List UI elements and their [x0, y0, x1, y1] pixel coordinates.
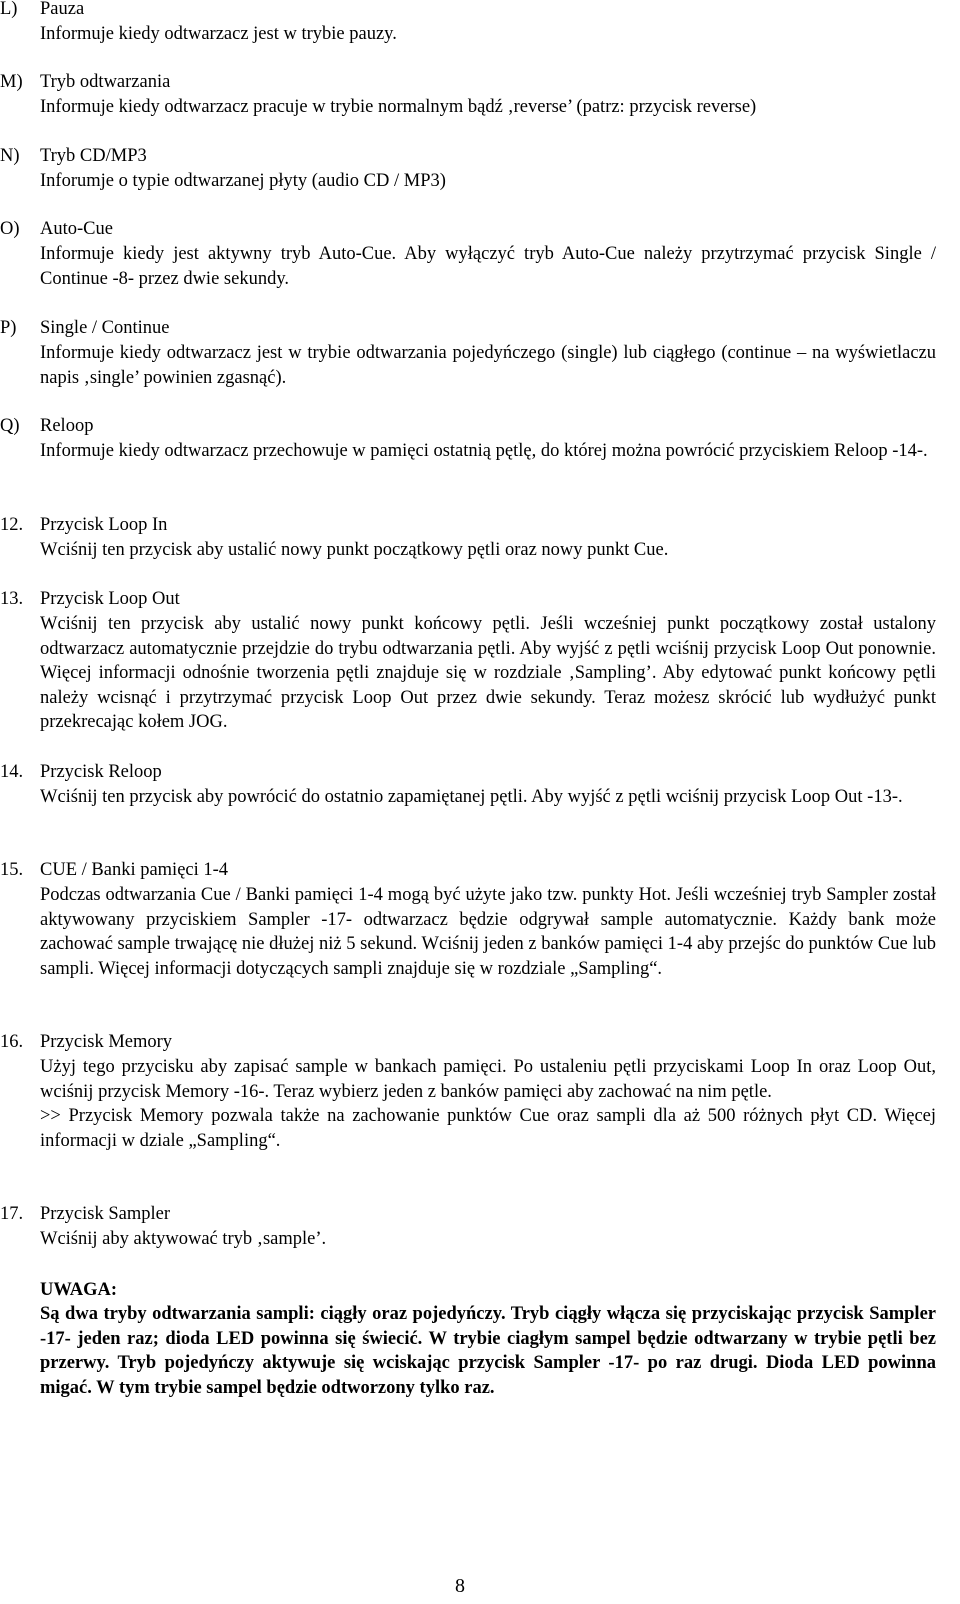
item-body — [40, 439, 936, 464]
item-title: Reloop — [40, 416, 94, 436]
item-paragraph: Wciśnij ten przycisk aby ustalić nowy punkt początkowy pętli oraz nowy punkt Cue. — [40, 540, 669, 560]
item-marker: Q) — [0, 416, 20, 436]
item-body — [40, 22, 936, 47]
item-paragraph: Informuje kiedy odtwarzacz jest w trybie pauzy. — [40, 24, 397, 44]
item-marker: P) — [0, 318, 17, 338]
item-title: Przycisk Memory — [40, 1032, 173, 1052]
item-paragraph: Informuje kiedy odtwarzacz jest w trybie odtwarzania pojedyńczego (single) lub ciągłego (continue – na wyświetlaczu napis ‚single’ powinien zgasnąć). — [40, 343, 936, 388]
item-title: Przycisk Loop In — [40, 515, 168, 535]
item-body — [40, 538, 936, 563]
item-body — [40, 169, 936, 194]
item-paragraph: >> Przycisk Memory pozwala także na zachowanie punktów Cue oraz sampli dla aż 500 różnych płyt CD. Więcej informacji w dziale „Sampling“. — [40, 1106, 936, 1151]
item-title: Single / Continue — [40, 318, 170, 338]
item-title: Przycisk Sampler — [40, 1204, 170, 1224]
item-marker: 16. — [0, 1032, 24, 1052]
item-title: Auto-Cue — [40, 219, 113, 239]
item-marker: L) — [0, 0, 18, 19]
item-paragraph: Wciśnij ten przycisk aby powrócić do ostatnio zapamiętanej pętli. Aby wyjść z pętli wciśnij przycisk Loop Out -13-. — [40, 787, 903, 807]
item-body — [40, 883, 936, 981]
item-marker: N) — [0, 146, 20, 166]
item-marker: 15. — [0, 860, 24, 880]
item-paragraph: Informuje kiedy odtwarzacz pracuje w trybie normalnym bądź ‚reverse’ (patrz: przycisk reverse) — [40, 97, 757, 117]
note-heading: UWAGA: — [40, 1280, 118, 1300]
item-body — [40, 612, 936, 735]
item-paragraph: Wciśnij ten przycisk aby ustalić nowy punkt końcowy pętli. Jeśli wcześniej punkt początkowy został ustalony odtwarzacz automatycznie przejdzie do trybu odtwarzania pętli. Aby wyjść z pętli wciśnij przycisk Loop Out ponownie. Więcej informacji odnośnie tworzenia pętli znajduje się w rozdziale ‚Sampling’. Aby edytować punkt końcowy pętli należy wcisnąć i przytrzymać przycisk Loop Out przez dwie sekundy. Teraz możesz skrócić lub wydłużyć punkt przekrecając kołem JOG. — [40, 614, 936, 733]
item-paragraph: Inforumje o typie odtwarzanej płyty (audio CD / MP3) — [40, 171, 446, 191]
item-body — [40, 95, 936, 120]
item-marker: 13. — [0, 589, 24, 609]
item-marker: M) — [0, 72, 23, 92]
item-body — [40, 1055, 936, 1153]
item-title: Pauza — [40, 0, 85, 19]
item-marker: 14. — [0, 762, 24, 782]
item-title: Przycisk Loop Out — [40, 589, 180, 609]
item-marker: O) — [0, 219, 20, 239]
item-paragraph: Podczas odtwarzania Cue / Banki pamięci 1-4 mogą być użyte jako tzw. punkty Hot. Jeśli wcześniej tryb Sampler został aktywowany przyciskiem Sampler -17- odtwarzacz będzie odgrywał sample automatycznie. Każdy bank może zachować sample trwającę nie dłużej niż 5 sekund. Wciśnij jeden z banków pamięci 1-4 aby przejśc do punktów Cue lub sampli. Więcej informacji dotyczących sampli znajduje się w rozdziale „Sampling“. — [40, 885, 936, 979]
page-number: 8 — [455, 1575, 465, 1597]
item-body — [40, 341, 936, 390]
item-paragraph: Informuje kiedy odtwarzacz przechowuje w pamięci ostatnią pętlę, do której można powrócić przyciskiem Reloop -14-. — [40, 441, 928, 461]
item-paragraph: Informuje kiedy jest aktywny tryb Auto-Cue. Aby wyłączyć tryb Auto-Cue należy przytrzymać przycisk Single / Continue -8- przez dwie sekundy. — [40, 244, 936, 289]
item-body — [40, 242, 936, 291]
item-title: CUE / Banki pamięci 1-4 — [40, 860, 229, 880]
item-title: Tryb CD/MP3 — [40, 146, 147, 166]
item-body — [40, 1227, 936, 1252]
item-marker: 17. — [0, 1204, 24, 1224]
item-marker: 12. — [0, 515, 24, 535]
item-body — [40, 785, 936, 810]
item-paragraph: Użyj tego przycisku aby zapisać sample w bankach pamięci. Po ustaleniu pętli przyciskami Loop In oraz Loop Out, wciśnij przycisk Memory -16-. Teraz wybierz jeden z banków pamięci aby zachować na nim pętle. — [40, 1057, 936, 1102]
item-paragraph: Wciśnij aby aktywować tryb ‚sample’. — [40, 1229, 327, 1249]
item-title: Tryb odtwarzania — [40, 72, 171, 92]
item-title: Przycisk Reloop — [40, 762, 162, 782]
note-paragraph: Są dwa tryby odtwarzania sampli: ciągły oraz pojedyńczy. Tryb ciągły włącza się przyciskając przycisk Sampler -17- jeden raz; dioda LED powinna się świecić. W trybie ciagłym sampel będzie odtwarzany w trybie pętli bez przerwy. Tryb pojedyńczy aktywuje się wciskając przycisk Sampler -17- po raz drugi. Dioda LED powinna migać. W tym trybie sampel będzie odtworzony tylko raz. — [40, 1304, 936, 1398]
